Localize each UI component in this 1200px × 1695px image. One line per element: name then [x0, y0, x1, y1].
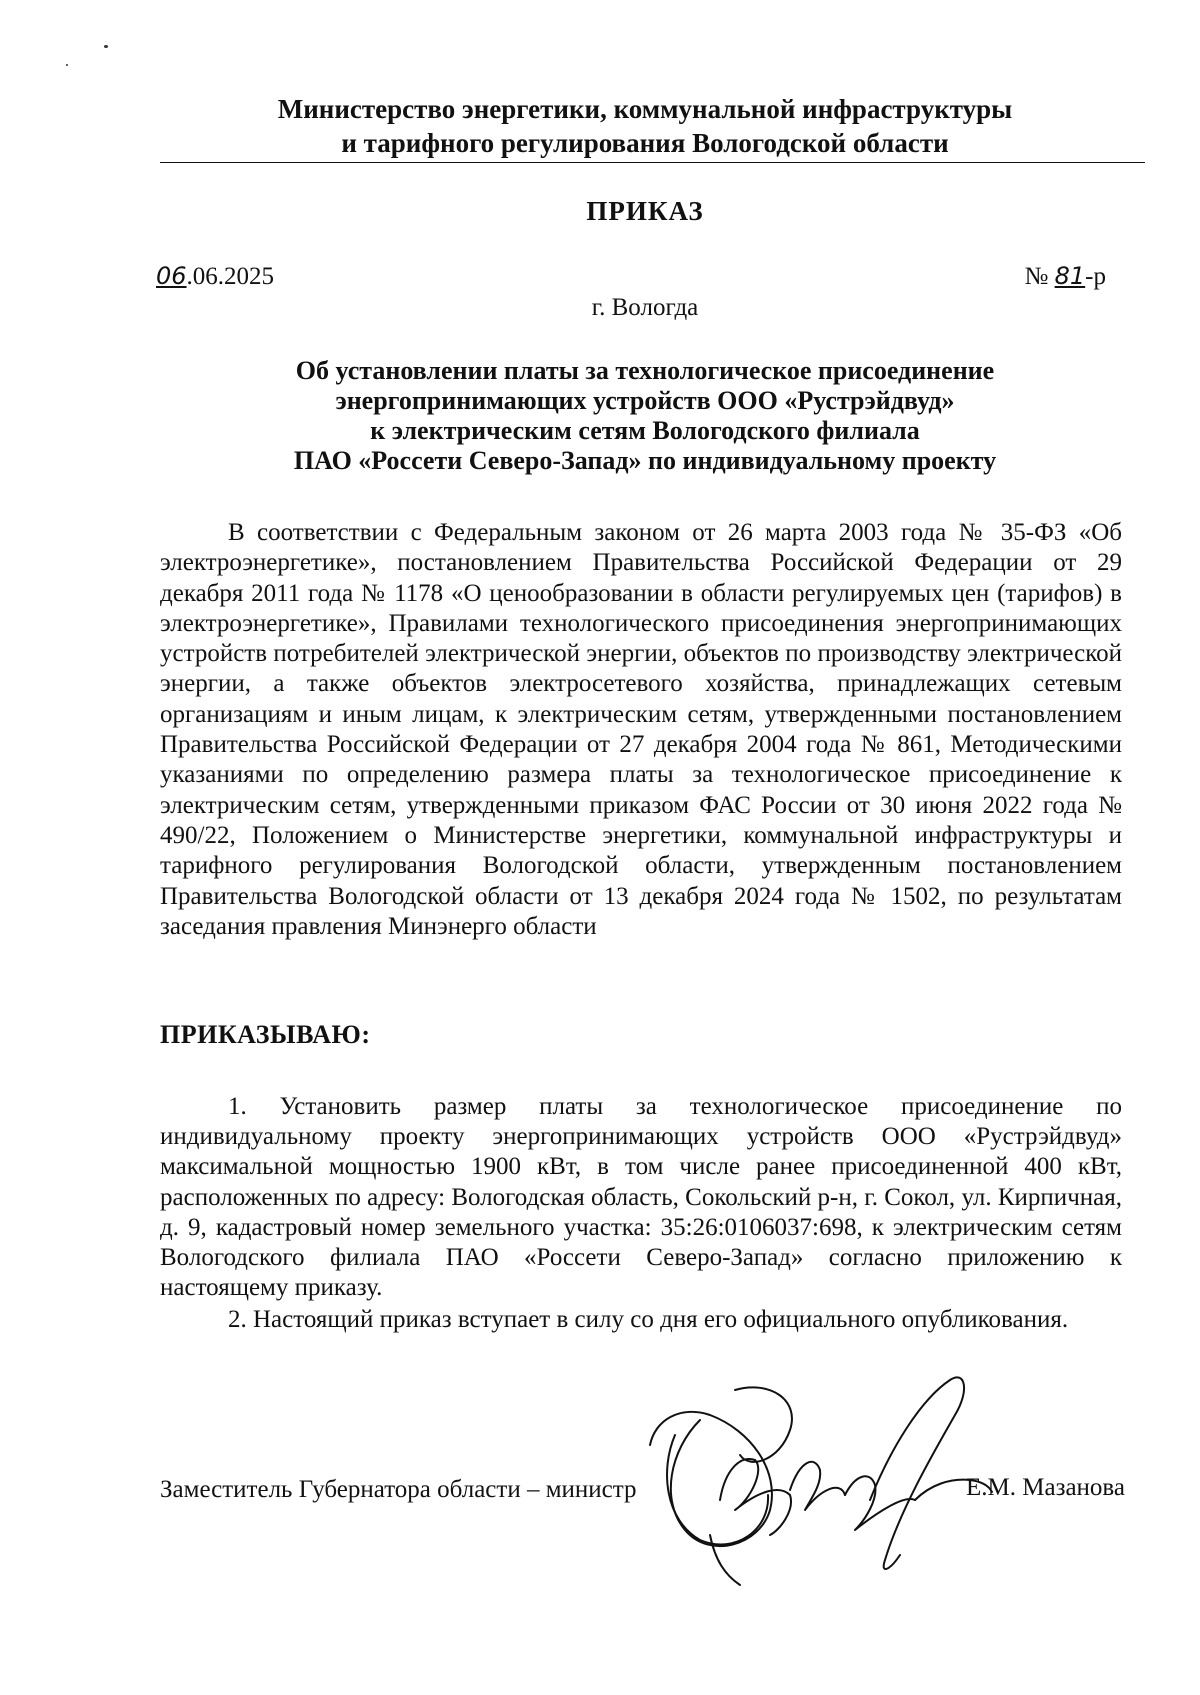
order-number-prefix: №	[1024, 263, 1055, 290]
order-title	[160, 356, 1130, 476]
document-type: ПРИКАЗ	[586, 196, 704, 226]
ministry-header	[160, 92, 1130, 160]
order-date	[156, 262, 274, 291]
preamble-paragraph: В соответствии с Федеральным законом от 26 марта 2003 года № 35-ФЗ «Об электроэнергетике», постановлением Правительства Российской Федерации от 29 декабря 2011 года № 1178 «О ценообразовании в области регулируемых цен (тарифов) в электроэнергетике», Правилами технологического присоединения энергопринимающих устройств потребителей электрической энергии, объектов по производству электрической энергии, а также объектов электросетевого хозяйства, принадлежащих сетевым организациям и иным лицам, к электрическим сетям, утвержденными постановлением Правительства Российской Федерации от 27 декабря 2004 года № 861, Методическими указаниями по определению размера платы за технологическое присоединение к электрическим сетям, утвержденными приказом ФАС России от 30 июня 2022 года № 490/22, Положением о Министерстве энергетики, коммунальной инфраструктуры и тарифного регулирования Вологодской области, утвержденным постановлением Правительства Вологодской области от 13 декабря 2024 года № 1502, по результатам заседания правления Минэнерго области	[160, 519, 1122, 940]
order-date-day: 06	[156, 262, 187, 290]
ministry-line-1: Министерство энергетики, коммунальной инфраструктуры	[277, 94, 1013, 124]
title-line-4: ПАО «Россети Северо-Запад» по индивидуальному проекту	[293, 446, 997, 475]
signatory-name: Е.М. Мазанова	[966, 1474, 1125, 1501]
order-directive: ПРИКАЗЫВАЮ:	[160, 1020, 371, 1049]
header-divider	[160, 162, 1145, 163]
title-line-3: к электрическим сетям Вологодского филиала	[370, 416, 920, 445]
order-number	[1025, 262, 1106, 291]
signatory-position: Заместитель Губернатора области – министр	[160, 1476, 637, 1503]
order-number-value: 81	[1054, 262, 1086, 290]
order-item-2: 2. Настоящий приказ вступает в силу со дня его официального опубликования.	[228, 1306, 1069, 1333]
order-number-suffix: -р	[1085, 263, 1106, 290]
handwritten-signature	[640, 1360, 1020, 1600]
ministry-line-2: и тарифного регулирования Вологодской области	[341, 128, 949, 158]
order-item-1: 1. Установить размер платы за технологическое присоединение по индивидуальному проекту энергопринимающих устройств ООО «Рустрэйдвуд» максимальной мощностью 1900 кВт, в том числе ранее присоединенной 400 кВт, расположенных по адресу: Вологодская область, Сокольский р-н, г. Сокол, ул. Кирпичная, д. 9, кадастровый номер земельного участка: 35:26:0106037:698, к электрическим сетям Вологодского филиала ПАО «Россети Северо-Запад» согласно приложению к настоящему приказу.	[160, 1093, 1122, 1302]
title-line-2: энергопринимающих устройств ООО «Рустрэйдвуд»	[335, 386, 955, 415]
city: г. Вологда	[591, 294, 699, 321]
scan-speck	[104, 45, 108, 48]
order-date-rest: .06.2025	[186, 263, 275, 290]
scan-speck	[66, 64, 68, 66]
title-line-1: Об установлении платы за технологическое присоединение	[295, 356, 995, 385]
